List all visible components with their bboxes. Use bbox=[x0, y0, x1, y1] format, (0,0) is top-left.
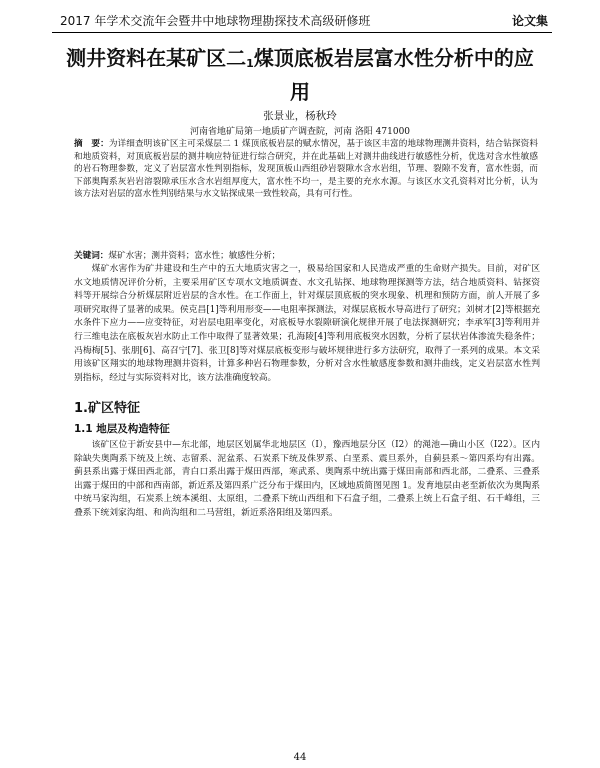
conference-name: 2017 年学术交流年会暨井中地球物理勘探技术高级研修班 bbox=[60, 14, 371, 28]
section-heading: 1.矿区特征 bbox=[74, 401, 140, 416]
abstract bbox=[74, 138, 538, 201]
paper-title bbox=[60, 44, 540, 107]
affiliation: 河南省地矿局第一地质矿产调查院，河南 洛阳 471000 bbox=[189, 127, 411, 137]
title-subscript: 1 bbox=[246, 57, 254, 70]
running-header bbox=[52, 10, 552, 33]
authors: 张景业，杨秋玲 bbox=[263, 110, 337, 122]
stratigraphy-paragraph: 该矿区位于新安县中—东北部，地层区划属华北地层区（I），豫西地层分区（I2）的渑池—确山小区（I22）。区内除缺失奥陶系下统及上统、志留系、泥盆系、石炭系下统及侏罗系、白垩系、震旦系外，自蓟县系～第四系均有出露。蓟县系出露于煤田西北部，青白口系出露于煤田西部，寒武系、奥陶系中统出露于煤田南部和西北部，二叠系、三叠系出露于煤田的中部和西南部，新近系及第四系广泛分布于煤田内，区域地质简图见图 1。发育地层由老至新依次为奥陶系中统马家沟组，石炭系上统本溪组、太原组，二叠系下统山西组和下石盒子组，二叠系上统上石盒子组、石千峰组，三叠系下统刘家沟组、和尚沟组和二马营组，新近系洛阳组及第四系。 bbox=[74, 440, 540, 518]
keywords-text: 煤矿水害；测井资料；富水性；敏感性分析； bbox=[108, 251, 281, 261]
keywords-label: 关键词： bbox=[74, 251, 109, 261]
page-number: 44 bbox=[293, 752, 307, 763]
abstract-label: 摘 要： bbox=[74, 139, 109, 149]
keywords bbox=[74, 250, 538, 262]
abstract-text: 为详细查明该矿区主可采煤层二 1 煤顶底板岩层的赋水情况，基于该区丰富的地球物理测井资料，结合钻探资料和地质资料，对顶底板岩层的测井响应特征进行综合研究，并在此基础上对测井曲线进行敏感性分析，优选对含水性敏感的岩石物理参数，定义了岩层富水性判别指标，发现顶板山西组砂岩裂隙水含水岩组，节理、裂隙不发育，富水性弱，而下部奥陶系灰岩岩溶裂隙承压水含水岩组厚度大，富水性不均一，是主要的充水水源。与该区水文孔资料对比分析，认为该方法对岩层的富水性判别结果与水文钻探成果一致性较高，具有可行性。 bbox=[74, 139, 538, 199]
title-part1: 测井资料在某矿区二 bbox=[66, 46, 247, 70]
introduction-paragraph: 煤矿水害作为矿井建设和生产中的五大地质灾害之一，极易给国家和人民造成严重的生命财产损失。目前，对矿区水文地质情况评价分析，主要采用矿区专项水文地质调查、水文孔钻探、地球物理探测等方法，结合地质资料、钻探资料等开展综合分析煤层附近岩层的含水性。在工作面上，针对煤层顶底板的突水现象、机理和预防方面，前人开展了多项研究取得了显著的成果。侯克昌[1]等利用形变——电阻率探测法，对煤层底板水导高进行了研究；刘树才[2]等根据充水条件下应力——应变特征，对岩层电阻率变化，对底板导水裂隙研演化规律开展了电法探测研究；李承军[3]等利用并行三维电法在底板灰岩水防止工作中取得了显著效果；孔海陵[4]等利用底板突水因数，分析了层状岩体渗流失稳条件；冯梅梅[5]、张朋[6]、高召宁[7]、张卫[8]等对煤层底板变形与破坏规律进行多方法研究，取得了一系列的成果。本文采用该矿区翔实的地球物理测井资料，计算多种岩石物理参数，分析对含水性敏感度参数和测井曲线，定义岩层富水性判别指标，经过与实际资料对比，该方法准确度较高。 bbox=[74, 264, 540, 383]
subsection-heading: 1.1 地层及构造特征 bbox=[74, 423, 170, 435]
title-part2: 煤顶底板岩层富水性分析中的应用 bbox=[253, 46, 534, 104]
section-label: 论文集 bbox=[511, 14, 548, 28]
